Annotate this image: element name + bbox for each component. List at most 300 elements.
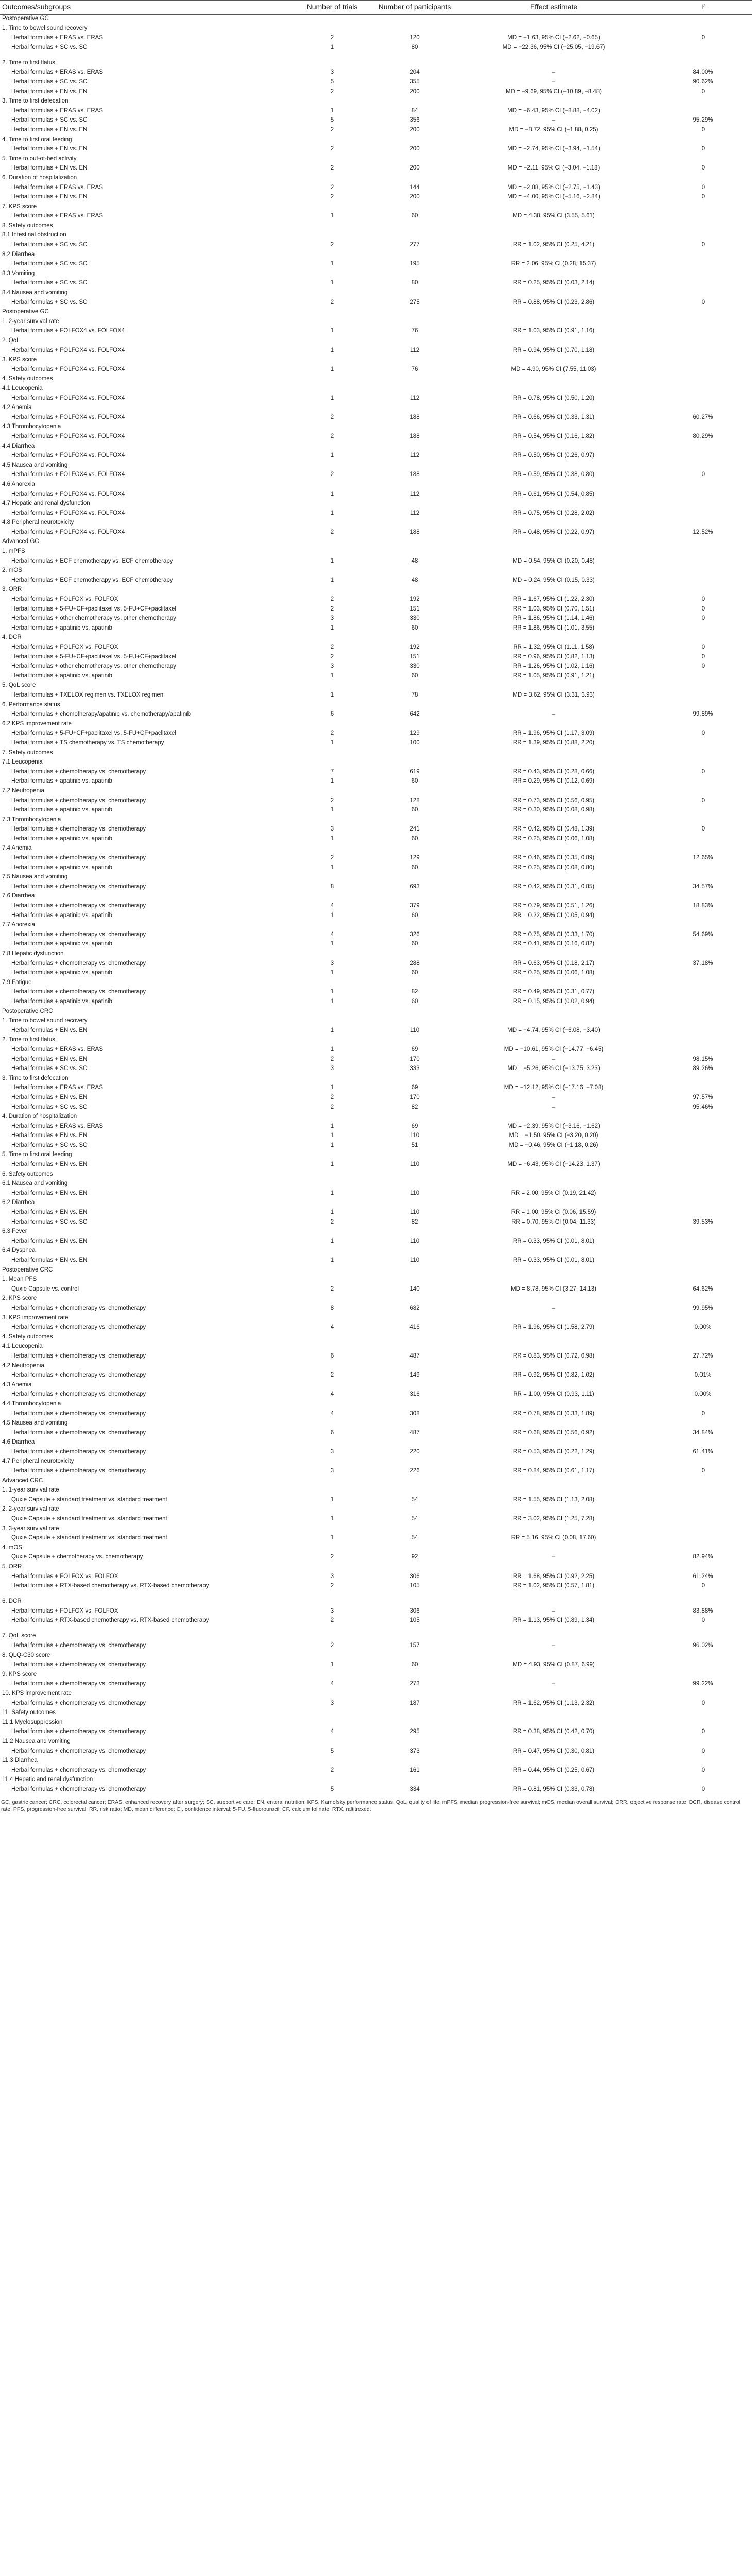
subgroup-heading-row — [0, 1652, 752, 1662]
table-row — [0, 931, 752, 941]
trials-cell: 3 — [330, 960, 334, 967]
effect-estimate-cell: MD = −10.61, 95% CI (−14.77, −6.45) — [504, 1046, 604, 1053]
subgroup-heading: 8.3 Vomiting — [2, 270, 35, 277]
comparison-cell: Herbal formulas + EN vs. EN — [11, 165, 88, 172]
trials-cell: 1 — [330, 807, 334, 814]
table-row — [0, 854, 752, 864]
subgroup-heading: 4.1 Leucopenia — [2, 385, 43, 392]
subgroup-heading: Advanced GC — [2, 538, 39, 545]
comparison-cell: Herbal formulas + apatinib vs. apatinib — [11, 807, 112, 814]
subgroup-heading-row — [0, 308, 752, 318]
table-row — [0, 1132, 752, 1142]
subgroup-heading-row — [0, 1228, 752, 1238]
effect-estimate-cell: MD = 8.78, 95% CI (3.27, 14.13) — [511, 1285, 596, 1292]
trials-cell: 1 — [330, 739, 334, 746]
subgroup-heading: 11.1 Myelosuppression — [2, 1719, 63, 1725]
table-row — [0, 1065, 752, 1075]
participants-cell: 416 — [409, 1324, 420, 1331]
participants-cell: 60 — [411, 941, 418, 947]
participants-cell: 693 — [409, 883, 420, 890]
i2-cell — [654, 912, 752, 922]
table-row — [0, 34, 752, 44]
i2-cell: 0 — [701, 194, 705, 200]
i2-cell: 0 — [701, 35, 705, 41]
subgroup-heading-row — [0, 203, 752, 213]
comparison-cell: Herbal formulas + FOLFOX vs. FOLFOX — [11, 596, 118, 603]
i2-cell: 0 — [654, 1786, 752, 1795]
trials-cell: 2 — [330, 1767, 334, 1773]
table-row — [0, 797, 752, 807]
comparison-cell: Quxie Capsule + standard treatment vs. standard treatment — [11, 1535, 167, 1541]
subgroup-heading-row — [0, 567, 752, 577]
table-row — [0, 452, 752, 462]
subgroup-heading: 1. 1-year survival rate — [2, 1487, 59, 1494]
i2-cell — [654, 1238, 752, 1247]
effect-estimate-cell: MD = −22.36, 95% CI (−25.05, −19.67) — [502, 44, 605, 50]
table-row — [0, 279, 752, 289]
subgroup-heading: 11. Safety outcomes — [2, 1709, 56, 1716]
i2-cell: 95.46% — [693, 1104, 713, 1110]
effect-estimate-cell: RR = 1.68, 95% CI (0.92, 2.25) — [512, 1573, 595, 1580]
table-row — [0, 1553, 752, 1563]
trials-cell: 1 — [330, 672, 334, 679]
i2-cell — [654, 44, 752, 59]
table-row — [0, 1410, 752, 1420]
comparison-cell: Herbal formulas + FOLFOX4 vs. FOLFOX4 — [11, 328, 125, 334]
effect-estimate-cell: MD = −0.46, 95% CI (−1.18, 0.26) — [509, 1142, 599, 1148]
comparison-cell: Herbal formulas + ERAS vs. ERAS — [11, 35, 103, 41]
subgroup-heading-row — [0, 1343, 752, 1352]
subgroup-heading-row — [0, 1276, 752, 1285]
trials-cell: 2 — [330, 146, 334, 152]
table-row — [0, 1467, 752, 1477]
trials-cell: 7 — [330, 768, 334, 775]
comparison-cell: Herbal formulas + EN vs. EN — [11, 1257, 88, 1263]
trials-cell: 1 — [330, 1142, 334, 1148]
i2-cell — [654, 998, 752, 1008]
table-row — [0, 1429, 752, 1439]
subgroup-heading-row — [0, 1738, 752, 1748]
effect-estimate-cell: MD = −6.43, 95% CI (−14.23, 1.37) — [507, 1161, 600, 1168]
i2-cell — [654, 1515, 752, 1525]
i2-cell — [654, 1123, 752, 1132]
subgroup-heading-row — [0, 1400, 752, 1410]
participants-cell: 112 — [409, 510, 420, 516]
table-row — [0, 529, 752, 538]
effect-estimate-cell: RR = 0.49, 95% CI (0.31, 0.77) — [512, 989, 595, 995]
comparison-cell: Herbal formulas + EN vs. EN — [11, 1027, 88, 1033]
effect-estimate-cell: RR = 5.16, 95% CI (0.08, 17.60) — [511, 1535, 596, 1541]
effect-estimate-cell: RR = 0.15, 95% CI (0.02, 0.94) — [512, 998, 595, 1005]
participants-cell: 60 — [411, 778, 418, 785]
subgroup-heading: 2. Time to first flatus — [2, 59, 55, 66]
trials-cell: 2 — [330, 414, 334, 420]
subgroup-heading-row — [0, 787, 752, 797]
effect-estimate-cell: RR = 0.92, 95% CI (0.82, 1.02) — [512, 1372, 595, 1379]
i2-cell: 0 — [701, 126, 705, 133]
trials-cell: 2 — [330, 730, 334, 737]
comparison-cell: Herbal formulas + ERAS vs. ERAS — [11, 1123, 103, 1129]
table-row — [0, 1515, 752, 1525]
subgroup-heading: 4.2 Neutropenia — [2, 1362, 44, 1369]
participants-cell: 195 — [409, 261, 420, 267]
participants-cell: 144 — [409, 184, 420, 191]
subgroup-heading-row — [0, 758, 752, 768]
participants-cell: 330 — [409, 663, 420, 670]
effect-estimate-cell: RR = 1.67, 95% CI (1.22, 2.30) — [512, 596, 595, 603]
effect-estimate-cell: MD = −2.74, 95% CI (−3.94, −1.54) — [507, 146, 600, 152]
i2-cell: 0 — [701, 1728, 705, 1735]
participants-cell: 82 — [411, 1218, 418, 1225]
i2-cell: 0 — [701, 605, 705, 612]
subgroup-heading-row — [0, 1036, 752, 1046]
table-row — [0, 902, 752, 912]
comparison-cell: Herbal formulas + EN vs. EN — [11, 1132, 88, 1139]
comparison-cell: Herbal formulas + RTX-based chemotherapy vs. RTX-based chemotherapy — [11, 1617, 209, 1624]
effect-estimate-cell: MD = 4.38, 95% CI (3.55, 5.61) — [512, 213, 595, 219]
trials-cell: 2 — [330, 126, 334, 133]
table-row — [0, 730, 752, 739]
participants-cell: 192 — [409, 644, 420, 650]
effect-estimate-cell: MD = −4.00, 95% CI (−5.16, −2.84) — [507, 194, 600, 200]
trials-cell: 2 — [330, 1554, 334, 1561]
i2-cell — [654, 490, 752, 500]
effect-estimate-cell: RR = 0.33, 95% CI (0.01, 8.01) — [512, 1238, 595, 1244]
i2-cell: 99.95% — [693, 1304, 713, 1311]
trials-cell: 1 — [330, 366, 334, 372]
effect-estimate-cell: RR = 1.26, 95% CI (1.02, 1.16) — [512, 663, 595, 670]
table-row — [0, 107, 752, 117]
subgroup-heading-row — [0, 873, 752, 883]
comparison-cell: Herbal formulas + SC vs. SC — [11, 78, 88, 85]
subgroup-heading: 4. DCR — [2, 634, 22, 641]
trials-cell: 4 — [330, 903, 334, 909]
i2-cell: 0 — [701, 1468, 705, 1475]
subgroup-heading: 8.2 Diarrhea — [2, 251, 35, 258]
effect-estimate-cell: MD = −1.63, 95% CI (−2.62, −0.65) — [507, 35, 600, 41]
trials-cell: 1 — [330, 624, 334, 631]
comparison-cell: Herbal formulas + chemotherapy/apatinib vs. chemotherapy/apatinib — [11, 711, 191, 718]
effect-estimate-cell: MD = −12.12, 95% CI (−17.16, −7.08) — [504, 1084, 604, 1091]
comparison-cell: Herbal formulas + chemotherapy vs. chemotherapy — [11, 1748, 146, 1754]
trials-cell: 3 — [330, 826, 334, 833]
subgroup-heading-row — [0, 155, 752, 165]
trials-cell: 2 — [330, 1372, 334, 1379]
subgroup-heading-row — [0, 720, 752, 730]
i2-cell: 37.18% — [693, 960, 713, 967]
subgroup-heading-row — [0, 1709, 752, 1719]
effect-estimate-cell: RR = 0.96, 95% CI (0.82, 1.13) — [512, 653, 595, 660]
table-row — [0, 126, 752, 136]
comparison-cell: Herbal formulas + ERAS vs. ERAS — [11, 213, 103, 219]
table-row — [0, 145, 752, 155]
effect-estimate-cell: RR = 2.06, 95% CI (0.28, 15.37) — [511, 261, 596, 267]
comparison-cell: Herbal formulas + chemotherapy vs. chemotherapy — [11, 1468, 146, 1475]
participants-cell: 110 — [409, 1209, 420, 1216]
participants-cell: 112 — [409, 395, 420, 401]
table-row — [0, 643, 752, 653]
subgroup-heading-row — [0, 1563, 752, 1573]
i2-cell: 0 — [701, 165, 705, 172]
i2-cell — [654, 260, 752, 270]
table-row — [0, 116, 752, 126]
subgroup-heading-row — [0, 634, 752, 643]
table-row — [0, 1617, 752, 1632]
trials-cell: 1 — [330, 1496, 334, 1503]
subgroup-heading-row — [0, 1314, 752, 1324]
comparison-cell: Herbal formulas + SC vs. SC — [11, 299, 88, 306]
participants-cell: 110 — [409, 1161, 420, 1168]
table-row — [0, 1285, 752, 1295]
table-row — [0, 1190, 752, 1199]
subgroup-heading-row — [0, 1477, 752, 1487]
table-row — [0, 653, 752, 663]
subgroup-heading-row — [0, 844, 752, 854]
subgroup-heading-row — [0, 404, 752, 414]
comparison-cell: Herbal formulas + SC vs. SC — [11, 280, 88, 286]
i2-cell: 0 — [701, 1583, 705, 1589]
participants-cell: 60 — [411, 864, 418, 871]
comparison-cell: Herbal formulas + chemotherapy vs. chemotherapy — [11, 1448, 146, 1455]
subgroup-heading: 7. Safety outcomes — [2, 749, 53, 756]
i2-cell: 0 — [701, 596, 705, 603]
effect-estimate-cell: MD = −2.88, 95% CI (−2.75, −1.43) — [507, 184, 600, 191]
effect-estimate-cell: RR = 1.86, 95% CI (1.01, 3.55) — [512, 624, 595, 631]
table-row — [0, 691, 752, 701]
trials-cell: 3 — [330, 663, 334, 670]
table-body — [0, 15, 752, 1795]
table-footnote: GC, gastric cancer; CRC, colorectal cancer; ERAS, enhanced recovery after surgery; SC, supportive care; EN, enteral nutrition; KPS, Karnofsky performance status; QoL, quality of life; mPFS, median progression-free survival; mOS, median overall survival; ORR, objective response rate; DCR, disease control rate; PFS, progression-free survival; RR, risk ratio; MD, mean difference; CI, confidence interval; 5-FU, 5-fluorouracil; CF, calcium folinate; RTX, raltitrexed. — [1, 1799, 741, 1813]
subgroup-heading: 7.2 Neutropenia — [2, 787, 44, 794]
trials-cell: 1 — [330, 261, 334, 267]
comparison-cell: Herbal formulas + FOLFOX4 vs. FOLFOX4 — [11, 490, 125, 497]
subgroup-heading-row — [0, 682, 752, 691]
participants-cell: 112 — [409, 490, 420, 497]
subgroup-heading: 5. Time to first oral feeding — [2, 1151, 72, 1158]
table-row — [0, 1371, 752, 1381]
trials-cell: 1 — [330, 107, 334, 114]
effect-estimate-cell: MD = −8.72, 95% CI (−1.88, 0.25) — [509, 126, 599, 133]
participants-cell: 157 — [409, 1642, 420, 1649]
comparison-cell: Herbal formulas + EN vs. EN — [11, 1238, 88, 1244]
i2-cell: 80.29% — [693, 433, 713, 439]
trials-cell: 5 — [330, 117, 334, 124]
subgroup-heading-row — [0, 481, 752, 490]
participants-cell: 200 — [409, 126, 420, 133]
comparison-cell: Herbal formulas + EN vs. EN — [11, 126, 88, 133]
table-row — [0, 864, 752, 874]
trials-cell: 3 — [330, 1573, 334, 1580]
comparison-cell: Herbal formulas + ERAS vs. ERAS — [11, 69, 103, 76]
table-row — [0, 44, 752, 59]
subgroup-heading: 1. 2-year survival rate — [2, 318, 59, 325]
table-row — [0, 1786, 752, 1795]
i2-cell — [654, 1027, 752, 1037]
subgroup-heading-row — [0, 289, 752, 299]
table-row — [0, 395, 752, 404]
participants-cell: 149 — [409, 1372, 420, 1379]
comparison-cell: Herbal formulas + chemotherapy vs. chemotherapy — [11, 797, 146, 804]
effect-estimate-cell: RR = 0.50, 95% CI (0.26, 0.97) — [512, 452, 595, 459]
trials-cell: 4 — [330, 931, 334, 938]
trials-cell: 1 — [330, 44, 334, 50]
comparison-cell: Quxie Capsule + standard treatment vs. standard treatment — [11, 1516, 167, 1522]
i2-cell — [654, 327, 752, 337]
effect-estimate-cell: RR = 0.29, 95% CI (0.12, 0.69) — [512, 778, 595, 785]
comparison-cell: Herbal formulas + chemotherapy vs. chemotherapy — [11, 1662, 146, 1668]
subgroup-heading-row — [0, 1199, 752, 1209]
trials-cell: 2 — [330, 855, 334, 861]
subgroup-heading-row — [0, 1486, 752, 1496]
comparison-cell: Herbal formulas + chemotherapy vs. chemotherapy — [0, 1786, 288, 1795]
i2-cell — [654, 395, 752, 404]
subgroup-heading-row — [0, 15, 752, 25]
subgroup-heading: 1. Time to bowel sound recovery — [2, 1018, 88, 1024]
comparison-cell: Herbal formulas + apatinib vs. apatinib — [11, 835, 112, 842]
effect-estimate-cell: – — [552, 711, 556, 718]
subgroup-heading: 4.3 Anemia — [2, 1381, 32, 1388]
table-row — [0, 490, 752, 500]
trials-cell: 6 — [330, 1352, 334, 1359]
i2-cell — [654, 1084, 752, 1094]
subgroup-heading: 6. Duration of hospitalization — [2, 174, 77, 181]
subgroup-heading-row — [0, 816, 752, 826]
participants-cell: 187 — [409, 1700, 420, 1706]
table-row — [0, 212, 752, 222]
table-row — [0, 1238, 752, 1247]
i2-cell: 61.24% — [693, 1573, 713, 1580]
subgroup-heading: 7.4 Anemia — [2, 845, 32, 852]
i2-cell: 0 — [701, 471, 705, 478]
subgroup-heading: 11.2 Nausea and vomiting — [2, 1738, 71, 1744]
participants-cell: 273 — [409, 1681, 420, 1687]
i2-cell — [654, 347, 752, 357]
table-row — [0, 825, 752, 835]
table-row — [0, 806, 752, 816]
i2-cell — [654, 107, 752, 117]
participants-cell: 200 — [409, 146, 420, 152]
subgroup-heading-row — [0, 231, 752, 241]
i2-cell — [654, 1661, 752, 1671]
i2-cell — [654, 777, 752, 787]
table-row — [0, 1161, 752, 1171]
i2-cell — [654, 691, 752, 701]
table-row — [0, 347, 752, 357]
subgroup-heading: 10. KPS improvement rate — [2, 1690, 72, 1697]
effect-estimate-cell: RR = 0.88, 95% CI (0.23, 2.86) — [512, 299, 595, 306]
participants-cell: 487 — [409, 1352, 420, 1359]
participants-cell: 48 — [411, 557, 418, 564]
comparison-cell: Herbal formulas + apatinib vs. apatinib — [11, 970, 112, 976]
i2-cell: 0 — [701, 184, 705, 191]
trials-cell: 2 — [330, 1642, 334, 1649]
effect-estimate-cell: RR = 3.02, 95% CI (1.25, 7.28) — [512, 1516, 595, 1522]
subgroup-heading: 7. KPS score — [2, 203, 37, 210]
trials-cell: 2 — [330, 184, 334, 191]
trials-cell: 2 — [330, 529, 334, 535]
i2-cell — [654, 739, 752, 749]
effect-estimate-cell: RR = 0.42, 95% CI (0.48, 1.39) — [512, 826, 595, 833]
subgroup-heading: Postoperative CRC — [2, 1008, 53, 1014]
effect-estimate-cell: RR = 0.54, 95% CI (0.16, 1.82) — [512, 433, 595, 439]
participants-cell: 334 — [376, 1786, 453, 1795]
trials-cell: 1 — [330, 778, 334, 785]
comparison-cell: Herbal formulas + chemotherapy vs. chemotherapy — [11, 1767, 146, 1773]
table-row — [0, 1104, 752, 1113]
participants-cell: 112 — [409, 452, 420, 459]
effect-estimate-cell: RR = 0.83, 95% CI (0.72, 0.98) — [512, 1352, 595, 1359]
participants-cell: 60 — [411, 970, 418, 976]
table-row — [0, 998, 752, 1008]
subgroup-heading-row — [0, 1171, 752, 1180]
effect-estimate-cell: RR = 0.41, 95% CI (0.16, 0.82) — [512, 941, 595, 947]
comparison-cell: Quxie Capsule vs. control — [11, 1285, 79, 1292]
effect-estimate-cell: – — [552, 78, 556, 85]
table-row — [0, 1748, 752, 1757]
i2-cell: 12.52% — [693, 529, 713, 535]
subgroup-heading-row — [0, 136, 752, 146]
effect-estimate-cell: – — [552, 1554, 556, 1561]
i2-cell: 27.72% — [693, 1352, 713, 1359]
i2-cell — [654, 1209, 752, 1218]
trials-cell: 2 — [330, 1056, 334, 1062]
trials-cell: 6 — [330, 711, 334, 718]
subgroup-heading: 4. Time to first oral feeding — [2, 136, 72, 143]
effect-estimate-cell: RR = 1.96, 95% CI (1.58, 2.79) — [512, 1324, 595, 1331]
participants-cell: 110 — [409, 1257, 420, 1263]
comparison-cell: Herbal formulas + apatinib vs. apatinib — [11, 864, 112, 871]
effect-estimate-cell: RR = 0.25, 95% CI (0.08, 0.80) — [512, 864, 595, 871]
subgroup-heading: 8. Safety outcomes — [2, 222, 53, 229]
trials-cell: 5 — [330, 1748, 334, 1754]
comparison-cell: Herbal formulas + chemotherapy vs. chemotherapy — [11, 931, 146, 938]
table-row — [0, 912, 752, 922]
comparison-cell: Herbal formulas + chemotherapy vs. chemotherapy — [11, 1681, 146, 1687]
effect-estimate-cell: RR = 0.75, 95% CI (0.33, 1.70) — [512, 931, 595, 938]
table-row — [0, 78, 752, 88]
trials-cell: 2 — [330, 1094, 334, 1100]
participants-cell: 129 — [409, 730, 420, 737]
subgroup-heading: 4.6 Anorexia — [2, 481, 35, 487]
participants-cell: 54 — [411, 1535, 418, 1541]
trials-cell: 2 — [330, 653, 334, 660]
i2-cell — [654, 557, 752, 567]
subgroup-heading: 4.5 Nausea and vomiting — [2, 1420, 68, 1427]
i2-cell: 84.00% — [693, 69, 713, 76]
trials-cell: 3 — [330, 1468, 334, 1475]
table-row — [0, 969, 752, 979]
table-row — [0, 510, 752, 519]
trials-cell: 1 — [330, 1190, 334, 1196]
i2-cell — [654, 1257, 752, 1266]
effect-estimate-cell: RR = 0.79, 95% CI (0.51, 1.26) — [512, 903, 595, 909]
participants-cell: 295 — [409, 1728, 420, 1735]
trials-cell: 2 — [330, 644, 334, 650]
subgroup-heading: 2. QoL — [2, 337, 20, 344]
comparison-cell: Herbal formulas + apatinib vs. apatinib — [11, 624, 112, 631]
trials-cell: 2 — [330, 299, 334, 306]
subgroup-heading-row — [0, 1419, 752, 1429]
effect-estimate-cell: RR = 1.02, 95% CI (0.57, 1.81) — [512, 1583, 595, 1589]
trials-cell: 1 — [330, 577, 334, 583]
i2-cell — [654, 1046, 752, 1056]
effect-estimate-cell: – — [552, 1304, 556, 1311]
subgroup-heading-row — [0, 25, 752, 35]
subgroup-heading: 5. QoL score — [2, 682, 36, 689]
effect-estimate-cell: RR = 0.81, 95% CI (0.33, 0.78) — [453, 1786, 654, 1795]
trials-cell: 1 — [330, 1535, 334, 1541]
i2-cell: 0 — [701, 1748, 705, 1754]
